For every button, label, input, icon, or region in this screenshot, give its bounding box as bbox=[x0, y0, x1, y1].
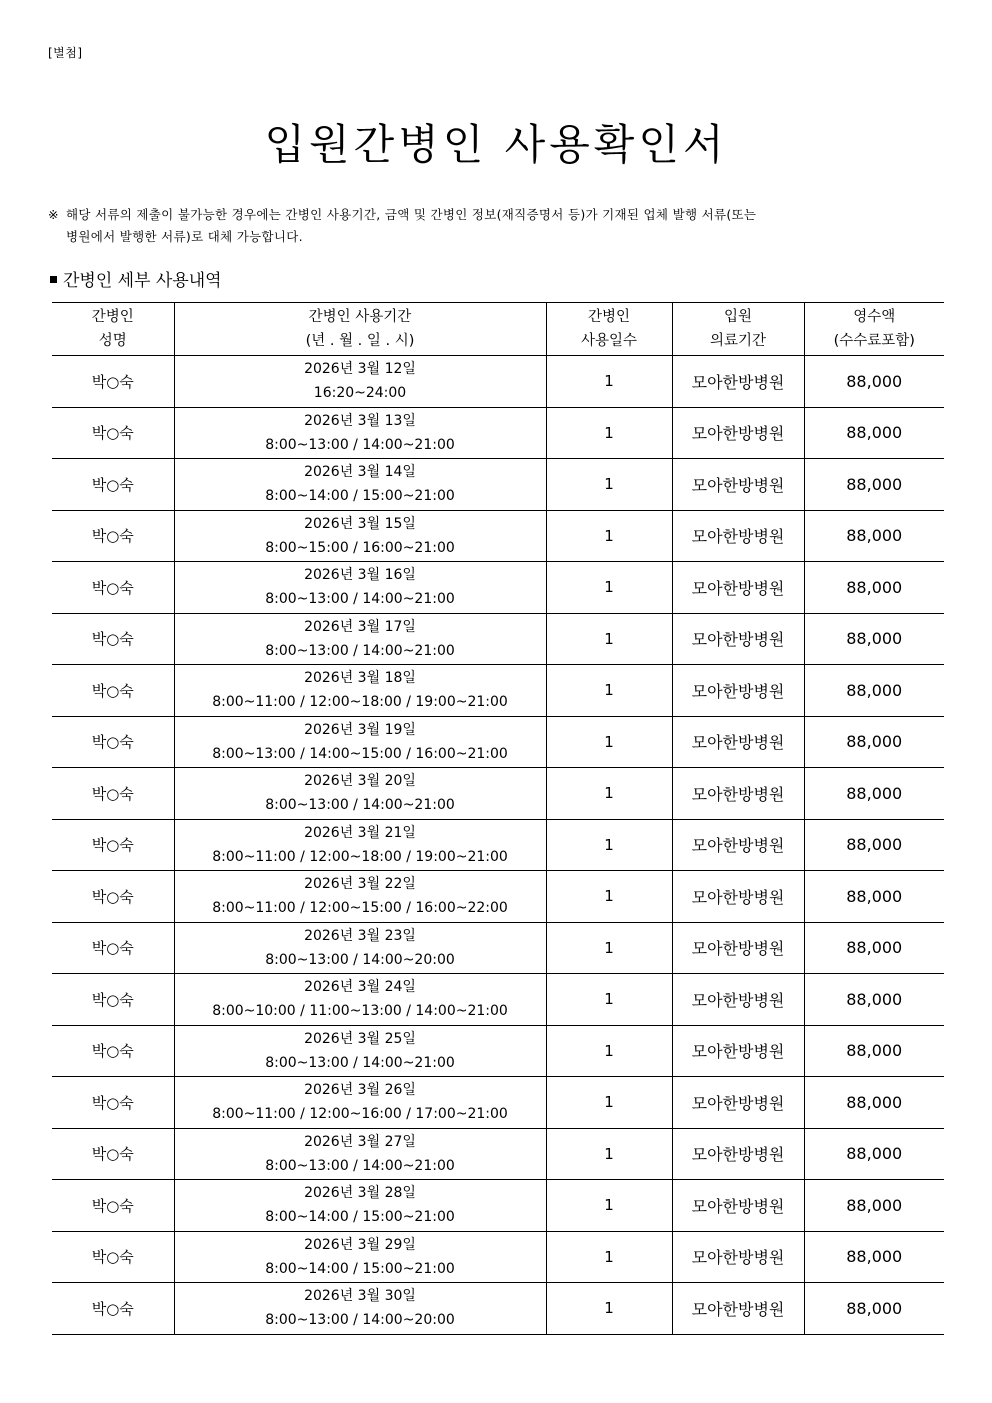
cell-usage-hours: 8:00~11:00 / 12:00~15:00 / 16:00~22:00 bbox=[212, 900, 508, 917]
table-row bbox=[52, 613, 944, 665]
cell-caregiver-name: 박○숙 bbox=[52, 459, 174, 511]
cell-usage-days: 1 bbox=[546, 1180, 672, 1232]
table-row bbox=[52, 665, 944, 717]
cell-amount: 88,000 bbox=[804, 356, 944, 408]
cell-usage-period bbox=[174, 459, 546, 511]
cell-caregiver-name: 박○숙 bbox=[52, 819, 174, 871]
table-row bbox=[52, 974, 944, 1026]
cell-caregiver-name: 박○숙 bbox=[52, 922, 174, 974]
cell-usage-days: 1 bbox=[546, 562, 672, 614]
cell-usage-period bbox=[174, 1231, 546, 1283]
cell-caregiver-name: 박○숙 bbox=[52, 871, 174, 923]
cell-usage-hours: 8:00~13:00 / 14:00~21:00 bbox=[265, 436, 455, 453]
cell-usage-days: 1 bbox=[546, 356, 672, 408]
cell-usage-days: 1 bbox=[546, 665, 672, 717]
cell-caregiver-name: 박○숙 bbox=[52, 974, 174, 1026]
cell-usage-period bbox=[174, 407, 546, 459]
cell-amount: 88,000 bbox=[804, 974, 944, 1026]
cell-usage-date: 2026년 3월 21일 bbox=[304, 824, 416, 841]
cell-usage-date: 2026년 3월 20일 bbox=[304, 773, 416, 790]
cell-institution: 모아한방병원 bbox=[672, 510, 804, 562]
cell-caregiver-name: 박○숙 bbox=[52, 407, 174, 459]
cell-caregiver-name: 박○숙 bbox=[52, 1077, 174, 1129]
table-row bbox=[52, 356, 944, 408]
cell-institution: 모아한방병원 bbox=[672, 716, 804, 768]
cell-usage-date: 2026년 3월 13일 bbox=[304, 412, 416, 429]
cell-caregiver-name: 박○숙 bbox=[52, 1025, 174, 1077]
cell-usage-days: 1 bbox=[546, 1025, 672, 1077]
cell-usage-days: 1 bbox=[546, 922, 672, 974]
cell-institution: 모아한방병원 bbox=[672, 1283, 804, 1335]
table-row bbox=[52, 407, 944, 459]
cell-usage-hours: 8:00~14:00 / 15:00~21:00 bbox=[265, 488, 455, 505]
table-row bbox=[52, 768, 944, 820]
cell-usage-hours: 8:00~13:00 / 14:00~21:00 bbox=[265, 1157, 455, 1174]
table-row bbox=[52, 1077, 944, 1129]
cell-caregiver-name: 박○숙 bbox=[52, 613, 174, 665]
cell-usage-hours: 8:00~13:00 / 14:00~21:00 bbox=[265, 642, 455, 659]
cell-caregiver-name: 박○숙 bbox=[52, 716, 174, 768]
cell-usage-period bbox=[174, 871, 546, 923]
cell-usage-date: 2026년 3월 23일 bbox=[304, 927, 416, 944]
cell-usage-days: 1 bbox=[546, 510, 672, 562]
cell-usage-days: 1 bbox=[546, 1077, 672, 1129]
cell-usage-date: 2026년 3월 22일 bbox=[304, 876, 416, 893]
cell-usage-date: 2026년 3월 27일 bbox=[304, 1133, 416, 1150]
cell-usage-period bbox=[174, 356, 546, 408]
cell-amount: 88,000 bbox=[804, 1180, 944, 1232]
cell-usage-date: 2026년 3월 24일 bbox=[304, 979, 416, 996]
cell-caregiver-name: 박○숙 bbox=[52, 665, 174, 717]
cell-amount: 88,000 bbox=[804, 562, 944, 614]
cell-usage-days: 1 bbox=[546, 1283, 672, 1335]
table-row bbox=[52, 922, 944, 974]
cell-usage-date: 2026년 3월 18일 bbox=[304, 670, 416, 687]
cell-amount: 88,000 bbox=[804, 871, 944, 923]
cell-usage-date: 2026년 3월 14일 bbox=[304, 464, 416, 481]
cell-usage-date: 2026년 3월 12일 bbox=[304, 361, 416, 378]
square-bullet-icon bbox=[50, 276, 57, 283]
cell-usage-period bbox=[174, 922, 546, 974]
cell-usage-date: 2026년 3월 29일 bbox=[304, 1236, 416, 1253]
cell-caregiver-name: 박○숙 bbox=[52, 356, 174, 408]
cell-usage-days: 1 bbox=[546, 768, 672, 820]
cell-usage-period bbox=[174, 716, 546, 768]
cell-usage-period bbox=[174, 1283, 546, 1335]
cell-amount: 88,000 bbox=[804, 459, 944, 511]
notice-line-2: 병원에서 발행한 서류)로 대체 가능합니다. bbox=[66, 229, 303, 244]
cell-amount: 88,000 bbox=[804, 613, 944, 665]
cell-amount: 88,000 bbox=[804, 768, 944, 820]
cell-caregiver-name: 박○숙 bbox=[52, 510, 174, 562]
cell-usage-period bbox=[174, 1077, 546, 1129]
cell-usage-days: 1 bbox=[546, 459, 672, 511]
cell-institution: 모아한방병원 bbox=[672, 613, 804, 665]
cell-usage-date: 2026년 3월 17일 bbox=[304, 618, 416, 635]
cell-caregiver-name: 박○숙 bbox=[52, 1283, 174, 1335]
cell-usage-hours: 8:00~14:00 / 15:00~21:00 bbox=[265, 1209, 455, 1226]
cell-usage-days: 1 bbox=[546, 613, 672, 665]
cell-institution: 모아한방병원 bbox=[672, 356, 804, 408]
cell-usage-period bbox=[174, 1025, 546, 1077]
cell-usage-date: 2026년 3월 19일 bbox=[304, 721, 416, 738]
cell-institution: 모아한방병원 bbox=[672, 1128, 804, 1180]
cell-usage-date: 2026년 3월 15일 bbox=[304, 515, 416, 532]
cell-usage-days: 1 bbox=[546, 407, 672, 459]
cell-usage-hours: 8:00~11:00 / 12:00~18:00 / 19:00~21:00 bbox=[212, 694, 508, 711]
cell-usage-date: 2026년 3월 30일 bbox=[304, 1288, 416, 1305]
cell-usage-period bbox=[174, 510, 546, 562]
header-amount: 영수액 (수수료포함) bbox=[804, 303, 944, 356]
cell-amount: 88,000 bbox=[804, 716, 944, 768]
header-institution: 입원 의료기간 bbox=[672, 303, 804, 356]
cell-usage-hours: 8:00~13:00 / 14:00~21:00 bbox=[265, 797, 455, 814]
cell-usage-date: 2026년 3월 16일 bbox=[304, 567, 416, 584]
cell-usage-hours: 8:00~11:00 / 12:00~16:00 / 17:00~21:00 bbox=[212, 1106, 508, 1123]
cell-institution: 모아한방병원 bbox=[672, 1231, 804, 1283]
cell-usage-period bbox=[174, 974, 546, 1026]
section-heading bbox=[50, 266, 222, 291]
cell-institution: 모아한방병원 bbox=[672, 819, 804, 871]
notice-line-1: 해당 서류의 제출이 불가능한 경우에는 간병인 사용기간, 금액 및 간병인 정보(재직증명서 등)가 기재된 업체 발행 서류(또는 bbox=[66, 207, 757, 222]
cell-usage-date: 2026년 3월 26일 bbox=[304, 1082, 416, 1099]
cell-usage-hours: 8:00~11:00 / 12:00~18:00 / 19:00~21:00 bbox=[212, 848, 508, 865]
table-row bbox=[52, 1283, 944, 1335]
cell-amount: 88,000 bbox=[804, 1025, 944, 1077]
cell-institution: 모아한방병원 bbox=[672, 768, 804, 820]
cell-amount: 88,000 bbox=[804, 922, 944, 974]
cell-usage-days: 1 bbox=[546, 716, 672, 768]
cell-usage-period bbox=[174, 613, 546, 665]
cell-amount: 88,000 bbox=[804, 1283, 944, 1335]
cell-institution: 모아한방병원 bbox=[672, 871, 804, 923]
page-title: 입원간병인 사용확인서 bbox=[264, 120, 728, 170]
cell-institution: 모아한방병원 bbox=[672, 1180, 804, 1232]
cell-usage-hours: 8:00~15:00 / 16:00~21:00 bbox=[265, 539, 455, 556]
cell-amount: 88,000 bbox=[804, 1077, 944, 1129]
cell-usage-hours: 8:00~13:00 / 14:00~20:00 bbox=[265, 951, 455, 968]
cell-amount: 88,000 bbox=[804, 665, 944, 717]
cell-usage-days: 1 bbox=[546, 1231, 672, 1283]
cell-usage-hours: 8:00~13:00 / 14:00~21:00 bbox=[265, 1054, 455, 1071]
header-caregiver-name: 간병인 성명 bbox=[52, 303, 174, 356]
cell-amount: 88,000 bbox=[804, 510, 944, 562]
cell-usage-date: 2026년 3월 28일 bbox=[304, 1185, 416, 1202]
cell-usage-period bbox=[174, 1180, 546, 1232]
cell-usage-hours: 8:00~13:00 / 14:00~20:00 bbox=[265, 1312, 455, 1329]
table-row bbox=[52, 510, 944, 562]
cell-usage-hours: 8:00~13:00 / 14:00~15:00 / 16:00~21:00 bbox=[212, 745, 508, 762]
cell-usage-hours: 16:20~24:00 bbox=[313, 385, 407, 402]
cell-usage-days: 1 bbox=[546, 974, 672, 1026]
cell-institution: 모아한방병원 bbox=[672, 665, 804, 717]
table-header-row bbox=[52, 303, 944, 356]
cell-amount: 88,000 bbox=[804, 1231, 944, 1283]
cell-institution: 모아한방병원 bbox=[672, 974, 804, 1026]
cell-usage-period bbox=[174, 819, 546, 871]
section-title: 간병인 세부 사용내역 bbox=[63, 271, 222, 291]
cell-amount: 88,000 bbox=[804, 407, 944, 459]
table-row bbox=[52, 1180, 944, 1232]
attachment-tag: [별첨] bbox=[48, 46, 83, 60]
cell-usage-date: 2026년 3월 25일 bbox=[304, 1030, 416, 1047]
table-row bbox=[52, 819, 944, 871]
cell-usage-hours: 8:00~13:00 / 14:00~21:00 bbox=[265, 591, 455, 608]
table-row bbox=[52, 1128, 944, 1180]
cell-amount: 88,000 bbox=[804, 1128, 944, 1180]
cell-usage-days: 1 bbox=[546, 1128, 672, 1180]
table-row bbox=[52, 1025, 944, 1077]
cell-caregiver-name: 박○숙 bbox=[52, 768, 174, 820]
cell-caregiver-name: 박○숙 bbox=[52, 1128, 174, 1180]
cell-usage-period bbox=[174, 665, 546, 717]
table-row bbox=[52, 562, 944, 614]
cell-amount: 88,000 bbox=[804, 819, 944, 871]
cell-institution: 모아한방병원 bbox=[672, 459, 804, 511]
cell-usage-days: 1 bbox=[546, 871, 672, 923]
table-row bbox=[52, 871, 944, 923]
cell-caregiver-name: 박○숙 bbox=[52, 1180, 174, 1232]
cell-usage-days: 1 bbox=[546, 819, 672, 871]
cell-usage-hours: 8:00~10:00 / 11:00~13:00 / 14:00~21:00 bbox=[212, 1003, 508, 1020]
table-row bbox=[52, 716, 944, 768]
cell-usage-period bbox=[174, 1128, 546, 1180]
cell-institution: 모아한방병원 bbox=[672, 562, 804, 614]
cell-usage-period bbox=[174, 562, 546, 614]
header-usage-period: 간병인 사용기간 (년 . 월 . 일 . 시) bbox=[174, 303, 546, 356]
cell-institution: 모아한방병원 bbox=[672, 1077, 804, 1129]
table-row bbox=[52, 459, 944, 511]
table-row bbox=[52, 1231, 944, 1283]
cell-usage-hours: 8:00~14:00 / 15:00~21:00 bbox=[265, 1260, 455, 1277]
notice-mark: ※ bbox=[48, 207, 59, 222]
header-usage-days: 간병인 사용일수 bbox=[546, 303, 672, 356]
cell-usage-period bbox=[174, 768, 546, 820]
cell-caregiver-name: 박○숙 bbox=[52, 1231, 174, 1283]
cell-caregiver-name: 박○숙 bbox=[52, 562, 174, 614]
cell-institution: 모아한방병원 bbox=[672, 407, 804, 459]
usage-table bbox=[52, 302, 944, 1335]
cell-institution: 모아한방병원 bbox=[672, 922, 804, 974]
cell-institution: 모아한방병원 bbox=[672, 1025, 804, 1077]
notice bbox=[48, 204, 848, 248]
